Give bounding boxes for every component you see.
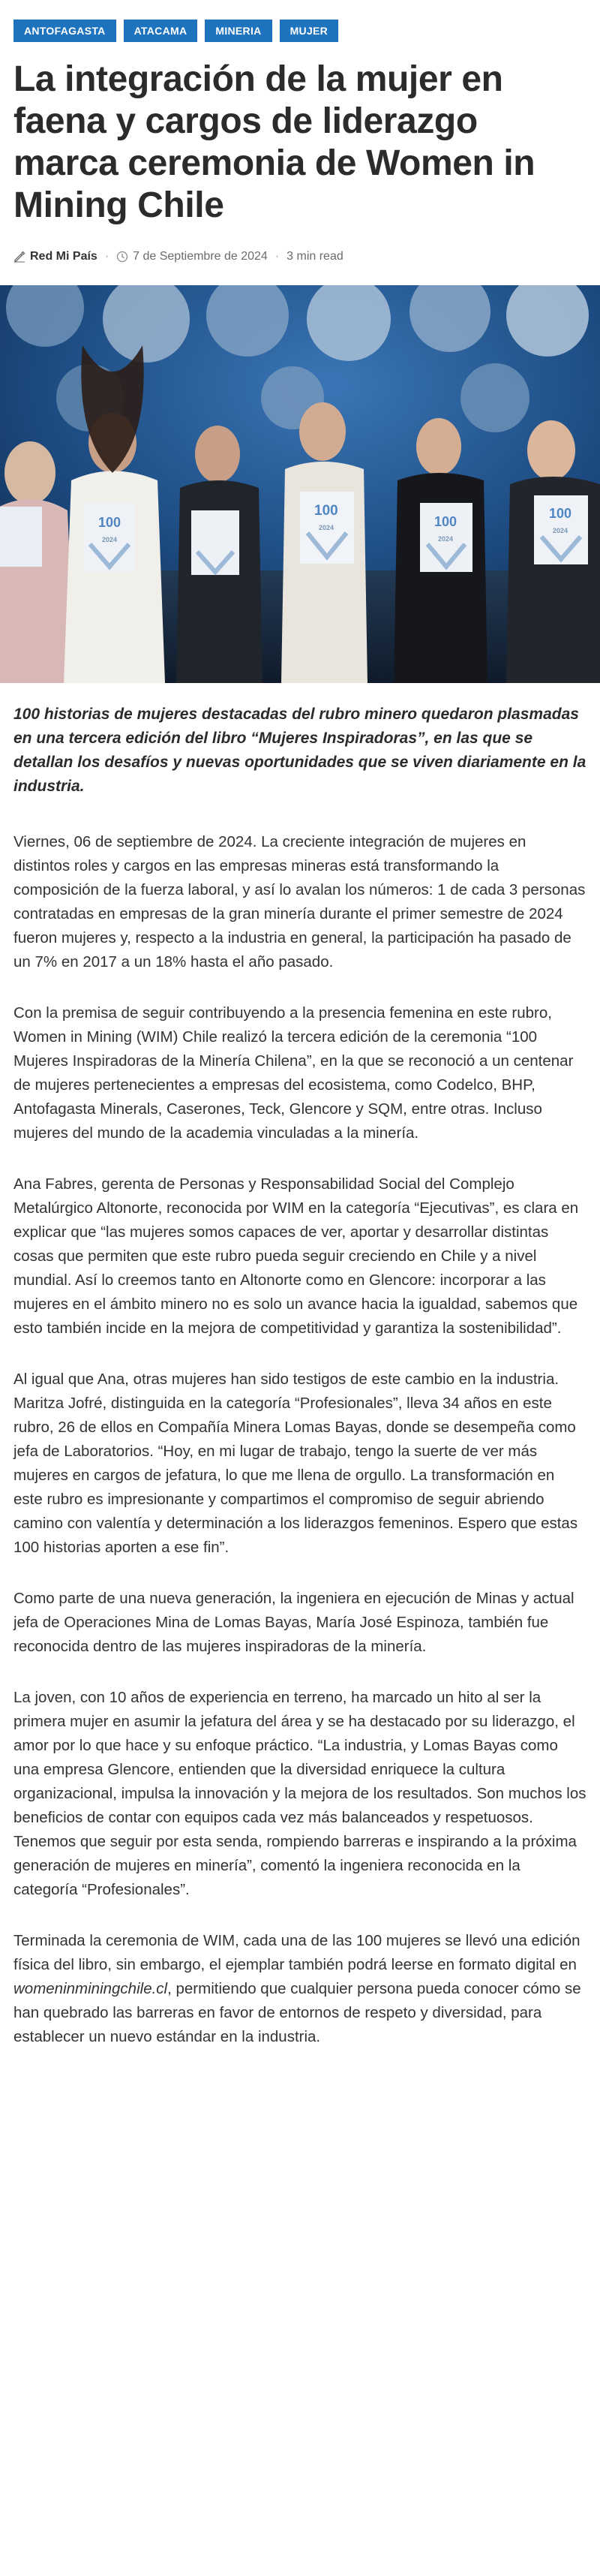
article-body [14,830,586,2049]
ceremony-photo [0,285,600,683]
paragraph: Viernes, 06 de septiembre de 2024. La creciente integración de mujeres en distintos roles y cargos en las empresas mineras está transformando la composición de la fuerza laboral, y así lo avalan los números: 1 de cada 3 personas contratadas en empresas de la gran minería durante el primer semestre de 2024 fueron mujeres y, respecto a la industria en general, la participación ha pasado de un 7% en 2017 a un 18% hasta el año pasado. [14,833,586,971]
date-text: 7 de Septiembre de 2024 [133,250,268,263]
book-year: 2024 [553,527,568,534]
book-number: 100 [434,514,458,529]
author-name: Red Mi País [30,250,98,263]
article-lead: 100 historias de mujeres destacadas del rubro minero quedaron plasmadas en una tercera edición del libro “Mujeres Inspiradoras”, en las que se detallan los desafíos y nuevas oportunidades que se viven diariamente en la industria. [14,706,586,795]
edit-icon [14,251,26,263]
paragraph-final [14,1929,586,2049]
category-tags [14,20,586,42]
tag-antofagasta[interactable]: ANTOFAGASTA [14,20,116,42]
paragraph: Al igual que Ana, otras mujeres han sido testigos de este cambio en la industria. Maritza Jofré, distinguida en la categoría “Profesionales”, lleva 34 años en este rubro, 26 de ellos en Compañía Minera Lomas Bayas, donde se desempeña como jefa de Laboratorios. “Hoy, en mi lugar de trabajo, tengo la suerte de ver más mujeres en cargos de jefatura, lo que me llena de orgullo. La transformación en este rubro es impresionante y compartimos el compromiso de seguir abriendo camino con valentía y determinación a los liderazgos femeninos. Espero que estas 100 historias aporten a ese fin”. [14,1371,578,1556]
paragraph: Con la premisa de seguir contribuyendo a la presencia femenina en este rubro, Women in Mining (WIM) Chile realizó la tercera edición de la ceremonia “100 Mujeres Inspiradoras de la Minería Chilena”, en la que se reconoció a un centenar de mujeres pertenecientes a empresas del ecosistema, como Codelco, BHP, Antofagasta Minerals, Caserones, Teck, Glencore y SQM, entre otras. Incluso mujeres del mundo de la academia vinculadas a la minería. [14,1004,574,1142]
book-number: 100 [314,503,338,519]
paragraph-text: , permitiendo que cualquier persona pueda conocer cómo se han quebrado las barreras en favor de entornos de respeto y diversidad, para establecer un nuevo estándar en la industria. [14,1980,581,2045]
clock-icon [116,251,128,263]
book-year: 2024 [102,536,118,543]
book-year: 2024 [319,524,334,531]
tag-atacama[interactable]: ATACAMA [124,20,198,42]
website-mention: womeninminingchile.cl [14,1980,168,1997]
article-title: La integración de la mujer en faena y cargos de liderazgo marca ceremonia de Women in Mining Chile [14,59,536,225]
paragraph: Como parte de una nueva generación, la ingeniera en ejecución de Minas y actual jefa de Operaciones Mina de Lomas Bayas, María José Espinoza, también fue reconocida dentro de las mujeres inspiradoras de la minería. [14,1590,574,1655]
article-meta [14,248,586,266]
tag-mineria[interactable]: MINERIA [205,20,272,42]
paragraph: Ana Fabres, gerenta de Personas y Responsabilidad Social del Complejo Metalúrgico Altonorte, reconocida por WIM en la categoría “Ejecutivas”, es clara en explicar que “las mujeres somos capaces de ver, aportar y desarrollar distintas cosas que permiten que este rubro pueda seguir creciendo en Chile y a nivel mundial. Así lo creemos tanto en Altonorte como en Glencore: incorporar a las mujeres en el ámbito minero no es solo un avance hacia la igualdad, sabemos que esto también incide en la mejora de competitividad y garantiza la sostenibilidad”. [14,1175,579,1337]
book-number: 100 [549,506,572,521]
read-time: 3 min read [286,250,344,263]
book-number: 100 [98,515,122,530]
meta-separator: · [104,250,110,263]
publish-date [116,250,268,263]
paragraph-text: Terminada la ceremonia de WIM, cada una de las 100 mujeres se llevó una edición física del libro, sin embargo, el ejemplar también podrá leerse en formato digital en [14,1932,580,1973]
paragraph: La joven, con 10 años de experiencia en terreno, ha marcado un hito al ser la primera mujer en asumir la jefatura del área y se ha destacado por su liderazgo, el amor por lo que hace y su enfoque práctico. “La industria, y Lomas Bayas como una empresa Glencore, entienden que la diversidad enriquece la cultura organizacional, impulsa la innovación y la mejora de los resultados. Son muchos los beneficios de contar con equipos cada vez más balanceados y respetuosos. Tenemos que seguir por esta senda, rompiendo barreras e inspirando a la próxima generación de mujeres en minería”, comentó la ingeniera reconocida en la categoría “Profesionales”. [14,1689,586,1898]
meta-separator: · [274,250,280,263]
book-year: 2024 [438,535,454,543]
author-link[interactable] [14,250,98,263]
hero-image [0,285,600,683]
tag-mujer[interactable]: MUJER [280,20,339,42]
